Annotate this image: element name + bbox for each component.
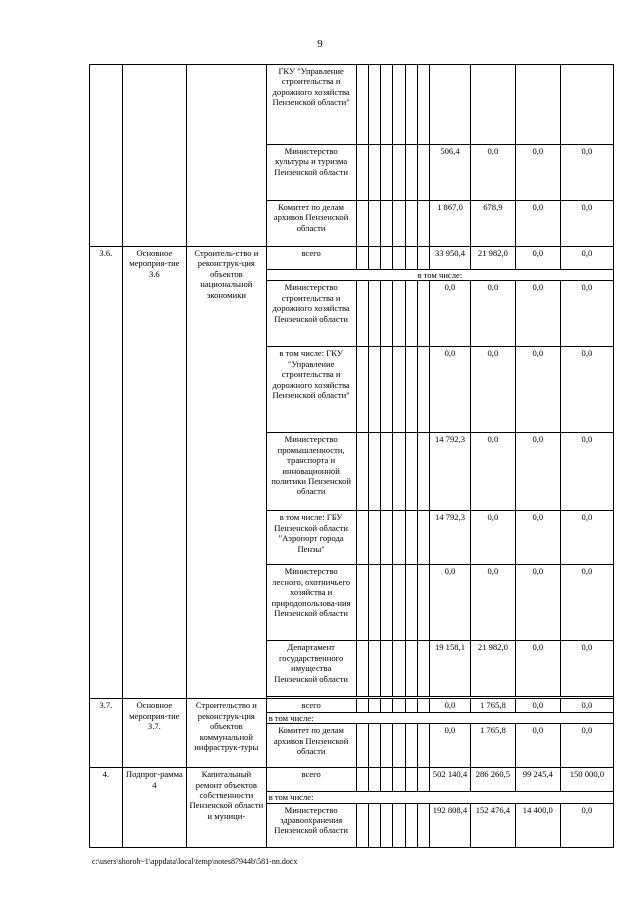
page-number: 9 (317, 38, 323, 50)
cell-source: Комитет по делам архивов Пензенской области (266, 201, 356, 247)
cell-value: 1 867,0 (430, 201, 471, 247)
cell-source: в том числе: ГКУ "Управление строительства и дорожного хозяйства Пензенской области" (266, 347, 356, 433)
cell-value: 0,0 (560, 511, 613, 565)
cell-description: Капитальный ремонт объектов собственности Пензенской области и муници- (187, 768, 267, 847)
cell-value: 21 982,0 (470, 247, 515, 270)
cell-value: 678,9 (470, 201, 515, 247)
cell-source: Комитет по делам архивов Пензенской области (266, 724, 356, 768)
cell-number: 3.7. (90, 699, 123, 768)
cell-value: 0,0 (430, 565, 471, 641)
cell-value: 0,0 (560, 247, 613, 270)
cell-source: Министерство культуры и туризма Пензенской области (266, 145, 356, 201)
cell-value: 0,0 (430, 347, 471, 433)
cell-value: 0,0 (560, 433, 613, 511)
cell-source: ГКУ "Управление строительства и дорожного хозяйства Пензенской области" (266, 65, 356, 145)
cell-value: 0,0 (560, 281, 613, 347)
cell-value: 0,0 (560, 699, 613, 712)
cell-value: 1 765,8 (470, 699, 515, 712)
cell-source: Министерство лесного, охотничьего хозяйства и природопользова-ния Пензенской области (266, 565, 356, 641)
cell-value: 0,0 (515, 565, 560, 641)
cell-value: 0,0 (430, 724, 471, 768)
cell-value: 0,0 (515, 699, 560, 712)
cell-value: 502 140,4 (430, 768, 471, 792)
cell-value: 0,0 (470, 433, 515, 511)
cell-value: 192 808,4 (430, 803, 471, 847)
cell-name: Основное мероприя-тие 3.6 (122, 247, 186, 699)
cell-value: 0,0 (470, 511, 515, 565)
cell-value: 506,4 (430, 145, 471, 201)
cell-value (515, 65, 560, 145)
cell-source: Департамент государственного имущества Пензенской области (266, 641, 356, 697)
cell-value: 0,0 (515, 433, 560, 511)
footer-file-path: c:\users\shoroh~1\appdata\local\temp\notes87944b\581-nn.docx (92, 857, 298, 866)
cell-value: 0,0 (470, 145, 515, 201)
cell-number: 4. (90, 768, 123, 847)
cell-value: 0,0 (515, 201, 560, 247)
cell-value: 0,0 (560, 347, 613, 433)
cell-value: 0,0 (430, 281, 471, 347)
cell-name (122, 65, 186, 247)
cell-value: 0,0 (560, 201, 613, 247)
table-row (90, 768, 614, 792)
cell-in-that-number: в том числе: (266, 792, 613, 803)
cell-value (560, 65, 613, 145)
cell-value: 152 476,4 (470, 803, 515, 847)
cell-value: 0,0 (470, 281, 515, 347)
cell-source: всего (266, 699, 356, 712)
table-row (90, 699, 614, 712)
cell-value: 14 792,3 (430, 511, 471, 565)
cell-number (90, 65, 123, 247)
cell-in-that-number: в том числе: (266, 712, 613, 723)
cell-source: Министерство промышленности, транспорта и инновационной политики Пензенской области (266, 433, 356, 511)
cell-value: 1 765,8 (470, 724, 515, 768)
cell-value: 0,0 (560, 724, 613, 768)
cell-value: 0,0 (430, 699, 471, 712)
cell-value (430, 65, 471, 145)
cell-value (470, 65, 515, 145)
cell-name: Подпрог-рамма 4 (122, 768, 186, 847)
cell-value: 0,0 (560, 641, 613, 697)
cell-value: 33 950,4 (430, 247, 471, 270)
cell-value: 0,0 (515, 281, 560, 347)
cell-source: Министерство здравоохранения Пензенской области (266, 803, 356, 847)
cell-source: всего (266, 247, 356, 270)
cell-value: 14 400,0 (515, 803, 560, 847)
cell-in-that-number: в том числе: (266, 270, 613, 281)
cell-value: 0,0 (515, 347, 560, 433)
cell-value: 0,0 (515, 641, 560, 697)
cell-value: 0,0 (515, 724, 560, 768)
cell-description (187, 65, 267, 247)
cell-description: Строительство и реконструк-ция объектов коммунальной инфраструк-туры (187, 699, 267, 768)
cell-value: 0,0 (515, 247, 560, 270)
cell-value: 0,0 (560, 565, 613, 641)
cell-value: 99 245,4 (515, 768, 560, 792)
program-table (89, 64, 614, 848)
cell-value: 0,0 (560, 803, 613, 847)
cell-value: 0,0 (560, 145, 613, 201)
cell-value: 21 982,0 (470, 641, 515, 697)
cell-value: 19 158,1 (430, 641, 471, 697)
cell-value: 0,0 (470, 347, 515, 433)
cell-source: Министерство строительства и дорожного хозяйства Пензенской области (266, 281, 356, 347)
cell-value: 150 000,0 (560, 768, 613, 792)
cell-value: 286 260,5 (470, 768, 515, 792)
cell-value: 0,0 (470, 565, 515, 641)
cell-value: 0,0 (515, 511, 560, 565)
cell-source: в том числе: ГБУ Пензенской области "Аэропорт города Пензы" (266, 511, 356, 565)
cell-value: 0,0 (515, 145, 560, 201)
cell-value: 14 792,3 (430, 433, 471, 511)
cell-number: 3.6. (90, 247, 123, 699)
table-row (90, 247, 614, 270)
cell-source: всего (266, 768, 356, 792)
table-row (90, 65, 614, 145)
cell-name: Основное мероприя-тие 3.7. (122, 699, 186, 768)
cell-description: Строитель-ство и реконструк-ция объектов национальной экономики (187, 247, 267, 699)
